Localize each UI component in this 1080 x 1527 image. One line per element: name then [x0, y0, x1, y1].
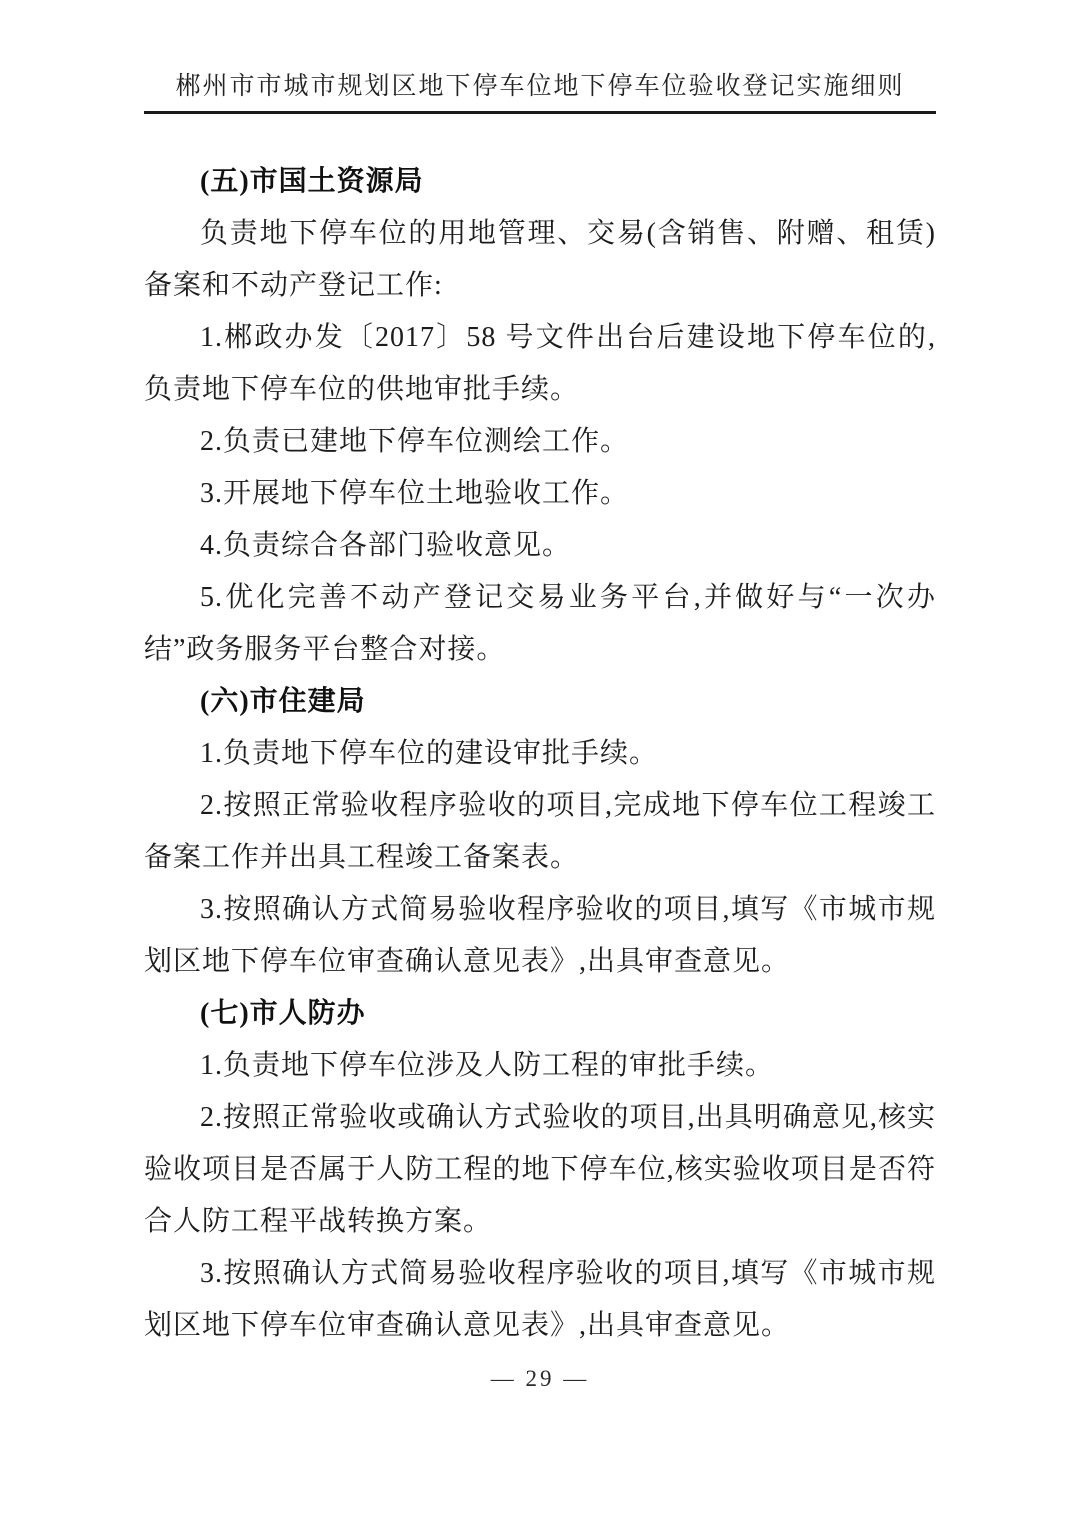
- document-header-title: 郴州市市城市规划区地下停车位地下停车位验收登记实施细则: [175, 73, 905, 100]
- paragraph: 3.按照确认方式简易验收程序验收的项目,填写《市城市规划区地下停车位审查确认意见表》,出具审查意见。: [144, 894, 936, 977]
- paragraph: 2.按照正常验收或确认方式验收的项目,出具明确意见,核实验收项目是否属于人防工程的地下停车位,核实验收项目是否符合人防工程平战转换方案。: [144, 1102, 936, 1237]
- section-heading-civil-defense: (七)市人防办: [200, 998, 366, 1029]
- paragraph: 4.负责综合各部门验收意见。: [200, 530, 572, 561]
- paragraph: 负责地下停车位的用地管理、交易(含销售、附赠、租赁)备案和不动产登记工作:: [144, 218, 936, 301]
- paragraph: 3.按照确认方式简易验收程序验收的项目,填写《市城市规划区地下停车位审查确认意见表》,出具审查意见。: [144, 1258, 936, 1341]
- document-body: [144, 156, 936, 1352]
- section-heading-housing-construction: (六)市住建局: [200, 686, 366, 717]
- paragraph: 1.郴政办发〔2017〕58 号文件出台后建设地下停车位的,负责地下停车位的供地审批手续。: [144, 322, 936, 405]
- paragraph: 1.负责地下停车位的建设审批手续。: [200, 738, 659, 769]
- document-footer: [144, 1366, 936, 1392]
- section-heading-land-resources: (五)市国土资源局: [200, 166, 424, 197]
- header-divider: [144, 111, 936, 114]
- paragraph: 5.优化完善不动产登记交易业务平台,并做好与“一次办结”政务服务平台整合对接。: [144, 582, 936, 665]
- paragraph: 1.负责地下停车位涉及人防工程的审批手续。: [200, 1050, 775, 1081]
- paragraph: 3.开展地下停车位土地验收工作。: [200, 478, 630, 509]
- page-number: — 29 —: [490, 1366, 590, 1391]
- paragraph: 2.按照正常验收程序验收的项目,完成地下停车位工程竣工备案工作并出具工程竣工备案表。: [144, 790, 936, 873]
- document-header: [144, 70, 936, 114]
- paragraph: 2.负责已建地下停车位测绘工作。: [200, 426, 630, 457]
